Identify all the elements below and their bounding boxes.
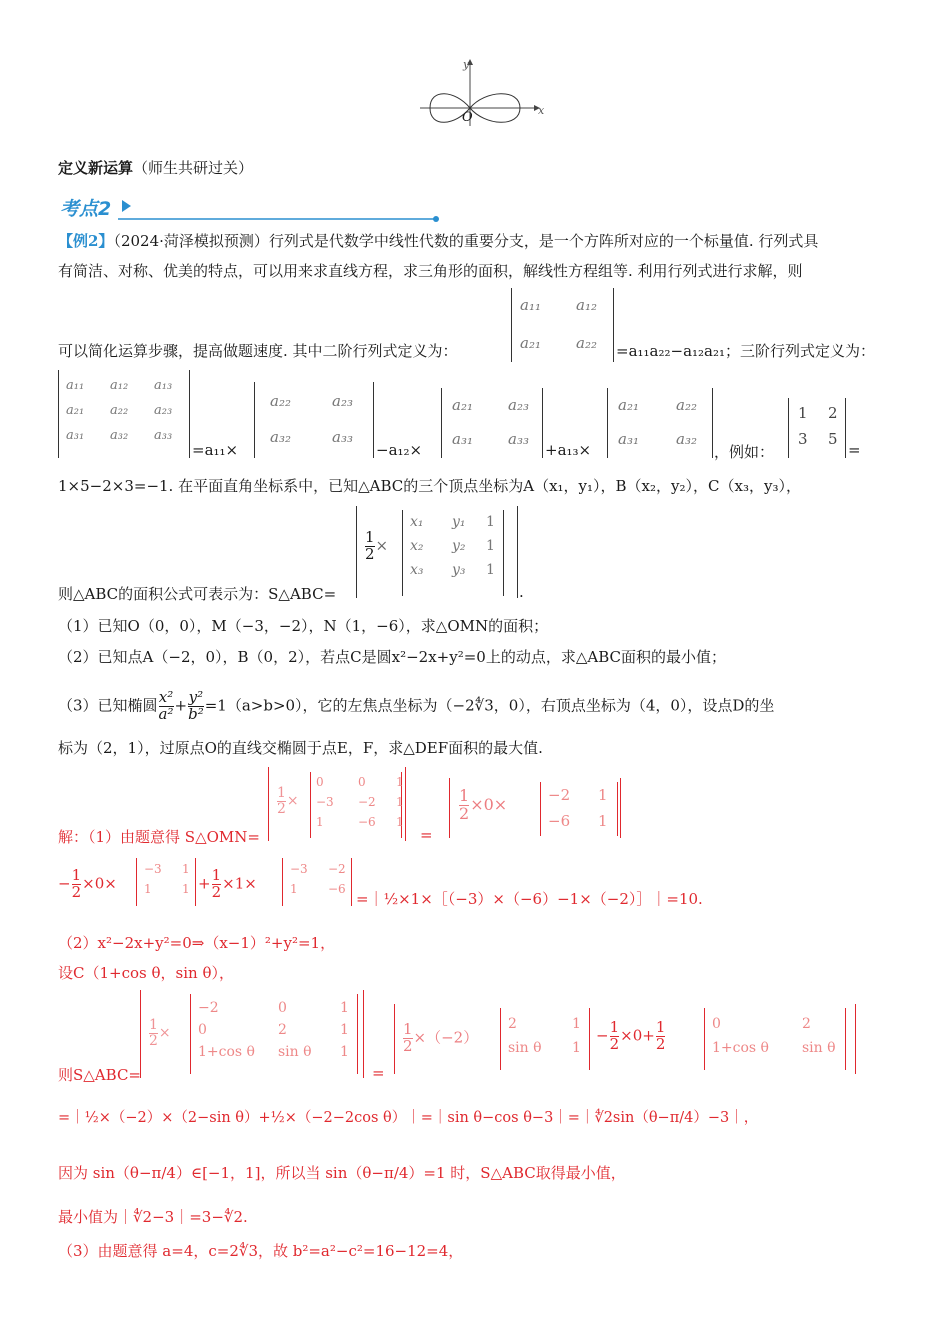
section-subtitle: （师生共研过关）: [133, 159, 254, 177]
op-1: =a₁₁×: [192, 441, 239, 459]
badge-underline: [118, 196, 448, 224]
badge-label: 考点2: [60, 198, 112, 220]
question-3: （3）已知椭圆 $\frac{\text{x²}}{\text{a²}}$ + $\frac{\text{y²}}{\text{b²}}$ =1（a>b>0），它的左焦点坐标为（−2∜3，0），右顶点坐标为（4，0），设点D的坐: [58, 688, 775, 723]
example-line-1: 【例2】（2024·菏泽模拟预测）行列式是代数学中线性代数的重要分支，是一个方阵所对应的一个标量值. 行列式具: [58, 232, 819, 250]
example-source: （2024·菏泽模拟预测）: [113, 232, 269, 250]
s2-line-2: 设C（1+cos θ，sin θ），: [58, 964, 234, 982]
example-label: ，例如：: [714, 443, 775, 461]
section-header: [58, 157, 253, 178]
op-2: −a₁₂×: [376, 441, 423, 459]
example-line-5: 1×5−2×3=−1. 在平面直角坐标系中，已知△ABC的三个顶点坐标为A（x₁，y₁），B（x₂，y₂），C（x₃，y₃），: [58, 477, 801, 495]
s2-line-6: 最小值为｜∜2−3｜=3−∜2.: [58, 1208, 248, 1226]
example-line-3: 可以简化运算步骤，提高做题速度. 其中二阶行列式定义为：: [58, 342, 458, 360]
section-title: 定义新运算: [58, 159, 134, 177]
question-3-cont: 标为（2，1），过原点O的直线交椭圆于点E，F，求△DEF面积的最大值.: [58, 739, 543, 757]
example-line-2: 有简洁、对称、优美的特点，可以用来求直线方程，求三角形的面积，解线性方程组等. 利用行列式进行求解，则: [58, 262, 803, 280]
x-axis-label: x: [538, 104, 545, 117]
lemniscate-figure: [410, 58, 540, 128]
example-equals: =: [848, 441, 861, 459]
op-3: +a₁₃×: [545, 441, 592, 459]
question-2: （2）已知点A（−2，0），B（0，2），若点C是圆x²−2x+y²=0上的动点，求△ABC面积的最小值；: [58, 648, 726, 666]
det2-formula: =a₁₁a₂₂−a₁₂a₂₁；三阶行列式定义为：: [616, 342, 876, 360]
s2-line-4: =｜½×（−2）×（2−sin θ）+½×（−2−2cos θ）｜=｜sin θ−cos θ−3｜=｜∜2sin（θ−π/4）−3｜，: [58, 1110, 759, 1126]
s1b-result: =｜½×1×［（−3）×（−6）−1×（−2）］｜=10.: [356, 890, 703, 908]
area-formula-prefix: 则△ABC的面积公式可表示为：S△ABC=: [58, 585, 337, 603]
s2-line-5: 因为 sin（θ−π/4）∈[−1，1]，所以当 sin（θ−π/4）=1 时，S△ABC取得最小值，: [58, 1164, 626, 1182]
det2-grid: a₁₁ a₁₂ a₂₁ a₂₂: [520, 296, 597, 352]
s1-equals: =: [420, 826, 433, 844]
s2-line-1: （2）x²−2x+y²=0⇒（x−1）²+y²=1，: [58, 934, 336, 952]
play-triangle-icon: [122, 200, 131, 212]
s1b-start: − $\frac{1}{2}$ ×0×: [58, 866, 117, 901]
origin-label: O: [462, 110, 473, 125]
s2-prefix: 则S△ABC=: [58, 1066, 141, 1084]
area-formula-suffix: .: [519, 583, 524, 601]
question-1: （1）已知O（0，0），M（−3，−2），N（1，−6），求△OMN的面积；: [58, 617, 549, 635]
y-axis-label: y: [463, 58, 470, 71]
solution-1-prefix: 解：（1）由题意得 S△OMN=: [58, 828, 260, 846]
s3-line-1: （3）由题意得 a=4，c=2∜3，故 b²=a²−c²=16−12=4，: [58, 1242, 464, 1260]
example-tag: 【例2】: [58, 232, 114, 250]
